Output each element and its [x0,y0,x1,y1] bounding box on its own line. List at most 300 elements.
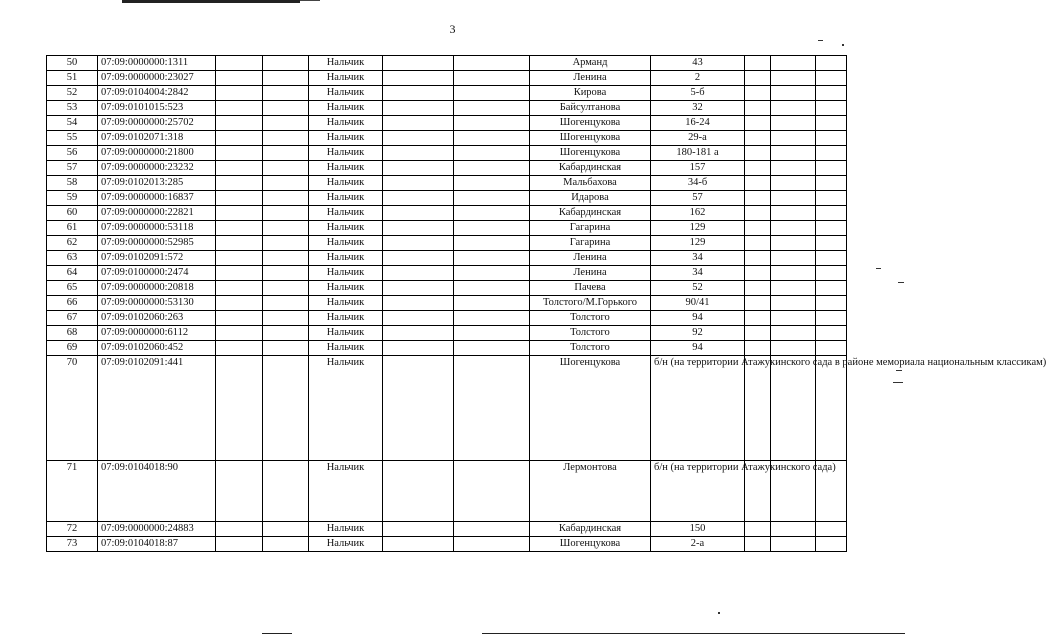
street-cell: Гагарина [530,236,651,251]
empty-cell [816,101,847,116]
empty-cell [816,522,847,537]
empty-cell [816,266,847,281]
empty-cell [454,71,530,86]
empty-cell [745,356,771,461]
empty-cell [771,341,816,356]
empty-cell [816,71,847,86]
empty-cell [454,266,530,281]
row-number-cell: 71 [47,461,98,522]
scan-speck [896,370,902,371]
house-cell: 92 [651,326,745,341]
table-row [47,296,847,311]
cadastral-number-cell: 07:09:0000000:52985 [98,236,216,251]
cadastral-number-cell: 07:09:0000000:23232 [98,161,216,176]
house-cell: 162 [651,206,745,221]
empty-cell [383,221,454,236]
empty-cell [454,191,530,206]
house-cell: 34 [651,266,745,281]
row-number-cell: 68 [47,326,98,341]
house-cell: б/н (на территории Атажукинского сада) [651,461,745,522]
empty-cell [263,341,309,356]
empty-cell [263,56,309,71]
empty-cell [745,522,771,537]
empty-cell [263,236,309,251]
empty-cell [771,356,816,461]
empty-cell [216,461,263,522]
cadastral-number-cell: 07:09:0101015:523 [98,101,216,116]
cadastral-number-cell: 07:09:0000000:53130 [98,296,216,311]
table-row [47,206,847,221]
empty-cell [216,221,263,236]
table-row [47,266,847,281]
house-cell: 94 [651,341,745,356]
empty-cell [745,311,771,326]
cadastral-number-cell: 07:09:0104004:2842 [98,86,216,101]
empty-cell [771,86,816,101]
table-row [47,71,847,86]
empty-cell [816,251,847,266]
empty-cell [263,101,309,116]
city-cell: Нальчик [309,101,383,116]
empty-cell [816,86,847,101]
row-number-cell: 63 [47,251,98,266]
empty-cell [383,116,454,131]
city-cell: Нальчик [309,311,383,326]
empty-cell [383,341,454,356]
city-cell: Нальчик [309,461,383,522]
cadastral-number-cell: 07:09:0102060:263 [98,311,216,326]
empty-cell [816,191,847,206]
empty-cell [454,281,530,296]
empty-cell [771,116,816,131]
scan-artifact-bottom [262,633,292,634]
cadastral-number-cell: 07:09:0000000:1311 [98,56,216,71]
empty-cell [745,176,771,191]
scan-speck [893,382,903,383]
house-cell: 5-б [651,86,745,101]
cadastral-number-cell: 07:09:0100000:2474 [98,266,216,281]
empty-cell [216,266,263,281]
row-number-cell: 73 [47,537,98,552]
city-cell: Нальчик [309,296,383,311]
table-row [47,236,847,251]
table-row [47,101,847,116]
city-cell: Нальчик [309,522,383,537]
street-cell: Кирова [530,86,651,101]
city-cell: Нальчик [309,251,383,266]
empty-cell [745,266,771,281]
empty-cell [383,101,454,116]
empty-cell [263,537,309,552]
empty-cell [454,116,530,131]
street-cell: Толстого [530,311,651,326]
empty-cell [745,206,771,221]
empty-cell [383,537,454,552]
row-number-cell: 56 [47,146,98,161]
empty-cell [454,522,530,537]
street-cell: Ленина [530,71,651,86]
table-body [47,56,1046,552]
house-cell: 157 [651,161,745,176]
empty-cell [216,206,263,221]
empty-cell [816,221,847,236]
empty-cell [745,281,771,296]
cadastral-number-cell: 07:09:0102091:572 [98,251,216,266]
scan-speck [818,40,823,41]
empty-cell [816,281,847,296]
empty-cell [771,146,816,161]
city-cell: Нальчик [309,236,383,251]
empty-cell [816,56,847,71]
empty-cell [816,131,847,146]
city-cell: Нальчик [309,341,383,356]
empty-cell [454,236,530,251]
house-cell: 129 [651,236,745,251]
scan-artifact-bottom [482,633,905,634]
street-cell: Шогенцукова [530,146,651,161]
city-cell: Нальчик [309,326,383,341]
city-cell: Нальчик [309,56,383,71]
cadastral-number-cell: 07:09:0102013:285 [98,176,216,191]
empty-cell [771,266,816,281]
empty-cell [454,326,530,341]
street-cell: Арманд [530,56,651,71]
empty-cell [383,71,454,86]
empty-cell [771,101,816,116]
row-number-cell: 61 [47,221,98,236]
empty-cell [383,281,454,296]
empty-cell [816,116,847,131]
empty-cell [216,341,263,356]
empty-cell [383,56,454,71]
row-number-cell: 66 [47,296,98,311]
empty-cell [454,221,530,236]
row-number-cell: 70 [47,356,98,461]
city-cell: Нальчик [309,71,383,86]
house-cell: 180-181 а [651,146,745,161]
cadastral-number-cell: 07:09:0000000:22821 [98,206,216,221]
empty-cell [383,311,454,326]
house-cell: 90/41 [651,296,745,311]
row-number-cell: 64 [47,266,98,281]
table-row [47,116,847,131]
empty-cell [383,326,454,341]
empty-cell [383,236,454,251]
empty-cell [216,311,263,326]
empty-cell [263,356,309,461]
table-row [47,86,847,101]
table-row [47,537,847,552]
empty-cell [216,236,263,251]
empty-cell [454,86,530,101]
empty-cell [454,461,530,522]
empty-cell [263,281,309,296]
table-row [47,191,847,206]
empty-cell [816,146,847,161]
empty-cell [383,176,454,191]
house-cell: 29-а [651,131,745,146]
empty-cell [454,101,530,116]
house-cell: 43 [651,56,745,71]
empty-cell [454,56,530,71]
empty-cell [771,537,816,552]
empty-cell [263,206,309,221]
empty-cell [816,311,847,326]
empty-cell [263,461,309,522]
empty-cell [771,131,816,146]
table-row [47,251,847,266]
cadastral-number-cell: 07:09:0102060:452 [98,341,216,356]
row-number-cell: 51 [47,71,98,86]
empty-cell [383,251,454,266]
cadastral-number-cell: 07:09:0000000:24883 [98,522,216,537]
street-cell: Ленина [530,251,651,266]
city-cell: Нальчик [309,266,383,281]
empty-cell [454,296,530,311]
empty-cell [816,326,847,341]
house-cell: 94 [651,311,745,326]
table-row [47,356,847,461]
empty-cell [454,341,530,356]
empty-cell [263,146,309,161]
street-cell: Кабардинская [530,522,651,537]
empty-cell [745,191,771,206]
street-cell: Шогенцукова [530,537,651,552]
empty-cell [454,251,530,266]
cadastral-number-cell: 07:09:0104018:90 [98,461,216,522]
cadastral-number-cell: 07:09:0000000:6112 [98,326,216,341]
empty-cell [216,161,263,176]
house-cell: б/н (на территории Атажукинского сада в районе мемориала национальным классикам) [651,356,745,461]
house-cell: 2 [651,71,745,86]
street-cell: Шогенцукова [530,116,651,131]
cadastral-number-cell: 07:09:0000000:53118 [98,221,216,236]
empty-cell [745,296,771,311]
empty-cell [745,86,771,101]
scan-artifact-top [122,0,300,3]
empty-cell [383,296,454,311]
street-cell: Кабардинская [530,161,651,176]
empty-cell [771,221,816,236]
table-row [47,522,847,537]
empty-cell [816,356,847,461]
empty-cell [216,116,263,131]
empty-cell [816,296,847,311]
empty-cell [263,71,309,86]
row-number-cell: 55 [47,131,98,146]
house-cell: 34-б [651,176,745,191]
empty-cell [454,131,530,146]
empty-cell [771,281,816,296]
empty-cell [816,176,847,191]
empty-cell [216,131,263,146]
row-number-cell: 58 [47,176,98,191]
row-number-cell: 54 [47,116,98,131]
city-cell: Нальчик [309,281,383,296]
row-number-cell: 65 [47,281,98,296]
empty-cell [771,191,816,206]
city-cell: Нальчик [309,191,383,206]
empty-cell [745,131,771,146]
row-number-cell: 67 [47,311,98,326]
street-cell: Ленина [530,266,651,281]
empty-cell [263,86,309,101]
cadastral-number-cell: 07:09:0102071:318 [98,131,216,146]
empty-cell [454,356,530,461]
city-cell: Нальчик [309,176,383,191]
street-cell: Лермонтова [530,461,651,522]
table-row [47,326,847,341]
empty-cell [454,146,530,161]
scan-speck [718,612,720,614]
empty-cell [383,161,454,176]
empty-cell [816,341,847,356]
city-cell: Нальчик [309,86,383,101]
empty-cell [383,266,454,281]
empty-cell [263,311,309,326]
street-cell: Шогенцукова [530,356,651,461]
empty-cell [263,191,309,206]
house-cell: 57 [651,191,745,206]
empty-cell [263,296,309,311]
empty-cell [216,326,263,341]
cadastral-number-cell: 07:09:0000000:23027 [98,71,216,86]
empty-cell [771,311,816,326]
empty-cell [383,461,454,522]
page-number: 3 [449,22,456,36]
city-cell: Нальчик [309,221,383,236]
empty-cell [263,176,309,191]
empty-cell [454,176,530,191]
row-number-cell: 72 [47,522,98,537]
cadastral-number-cell: 07:09:0104018:87 [98,537,216,552]
street-cell: Байсултанова [530,101,651,116]
street-cell: Пачева [530,281,651,296]
empty-cell [745,161,771,176]
empty-cell [454,311,530,326]
empty-cell [216,251,263,266]
empty-cell [771,71,816,86]
house-cell: 150 [651,522,745,537]
empty-cell [816,161,847,176]
empty-cell [745,101,771,116]
empty-cell [263,522,309,537]
street-cell: Идарова [530,191,651,206]
empty-cell [745,341,771,356]
empty-cell [454,537,530,552]
empty-cell [771,236,816,251]
row-number-cell: 57 [47,161,98,176]
house-cell: 2-а [651,537,745,552]
scan-speck [876,268,881,269]
street-cell: Толстого [530,326,651,341]
table-row [47,131,847,146]
empty-cell [216,296,263,311]
table-row [47,146,847,161]
empty-cell [745,326,771,341]
empty-cell [816,537,847,552]
street-cell: Гагарина [530,221,651,236]
empty-cell [745,221,771,236]
street-cell: Толстого/М.Горького [530,296,651,311]
table-row [47,221,847,236]
empty-cell [383,356,454,461]
empty-cell [263,221,309,236]
empty-cell [216,537,263,552]
scan-artifact-top-2 [300,0,320,1]
property-register-table [46,55,1046,552]
empty-cell [771,161,816,176]
table-row [47,281,847,296]
empty-cell [771,206,816,221]
row-number-cell: 52 [47,86,98,101]
street-cell: Толстого [530,341,651,356]
city-cell: Нальчик [309,206,383,221]
empty-cell [771,326,816,341]
house-cell: 34 [651,251,745,266]
empty-cell [383,206,454,221]
house-cell: 32 [651,101,745,116]
empty-cell [771,296,816,311]
empty-cell [454,206,530,221]
empty-cell [745,71,771,86]
house-cell: 129 [651,221,745,236]
empty-cell [216,522,263,537]
empty-cell [216,176,263,191]
empty-cell [816,236,847,251]
empty-cell [263,251,309,266]
table-row [47,311,847,326]
cadastral-number-cell: 07:09:0000000:21800 [98,146,216,161]
empty-cell [383,146,454,161]
empty-cell [216,281,263,296]
empty-cell [816,206,847,221]
empty-cell [216,146,263,161]
empty-cell [771,251,816,266]
city-cell: Нальчик [309,356,383,461]
empty-cell [771,522,816,537]
house-cell: 52 [651,281,745,296]
city-cell: Нальчик [309,131,383,146]
table-row [47,341,847,356]
empty-cell [771,176,816,191]
empty-cell [216,56,263,71]
row-number-cell: 50 [47,56,98,71]
empty-cell [745,116,771,131]
house-cell: 16-24 [651,116,745,131]
city-cell: Нальчик [309,537,383,552]
table-row [47,176,847,191]
empty-cell [383,191,454,206]
row-number-cell: 69 [47,341,98,356]
empty-cell [745,537,771,552]
empty-cell [454,161,530,176]
street-cell: Кабардинская [530,206,651,221]
empty-cell [216,71,263,86]
empty-cell [745,236,771,251]
city-cell: Нальчик [309,116,383,131]
table-row [47,461,847,522]
scan-speck [842,44,844,46]
cadastral-number-cell: 07:09:0000000:16837 [98,191,216,206]
empty-cell [771,56,816,71]
empty-cell [383,522,454,537]
empty-cell [383,86,454,101]
cadastral-number-cell: 07:09:0000000:25702 [98,116,216,131]
row-number-cell: 59 [47,191,98,206]
empty-cell [745,56,771,71]
cadastral-number-cell: 07:09:0000000:20818 [98,281,216,296]
